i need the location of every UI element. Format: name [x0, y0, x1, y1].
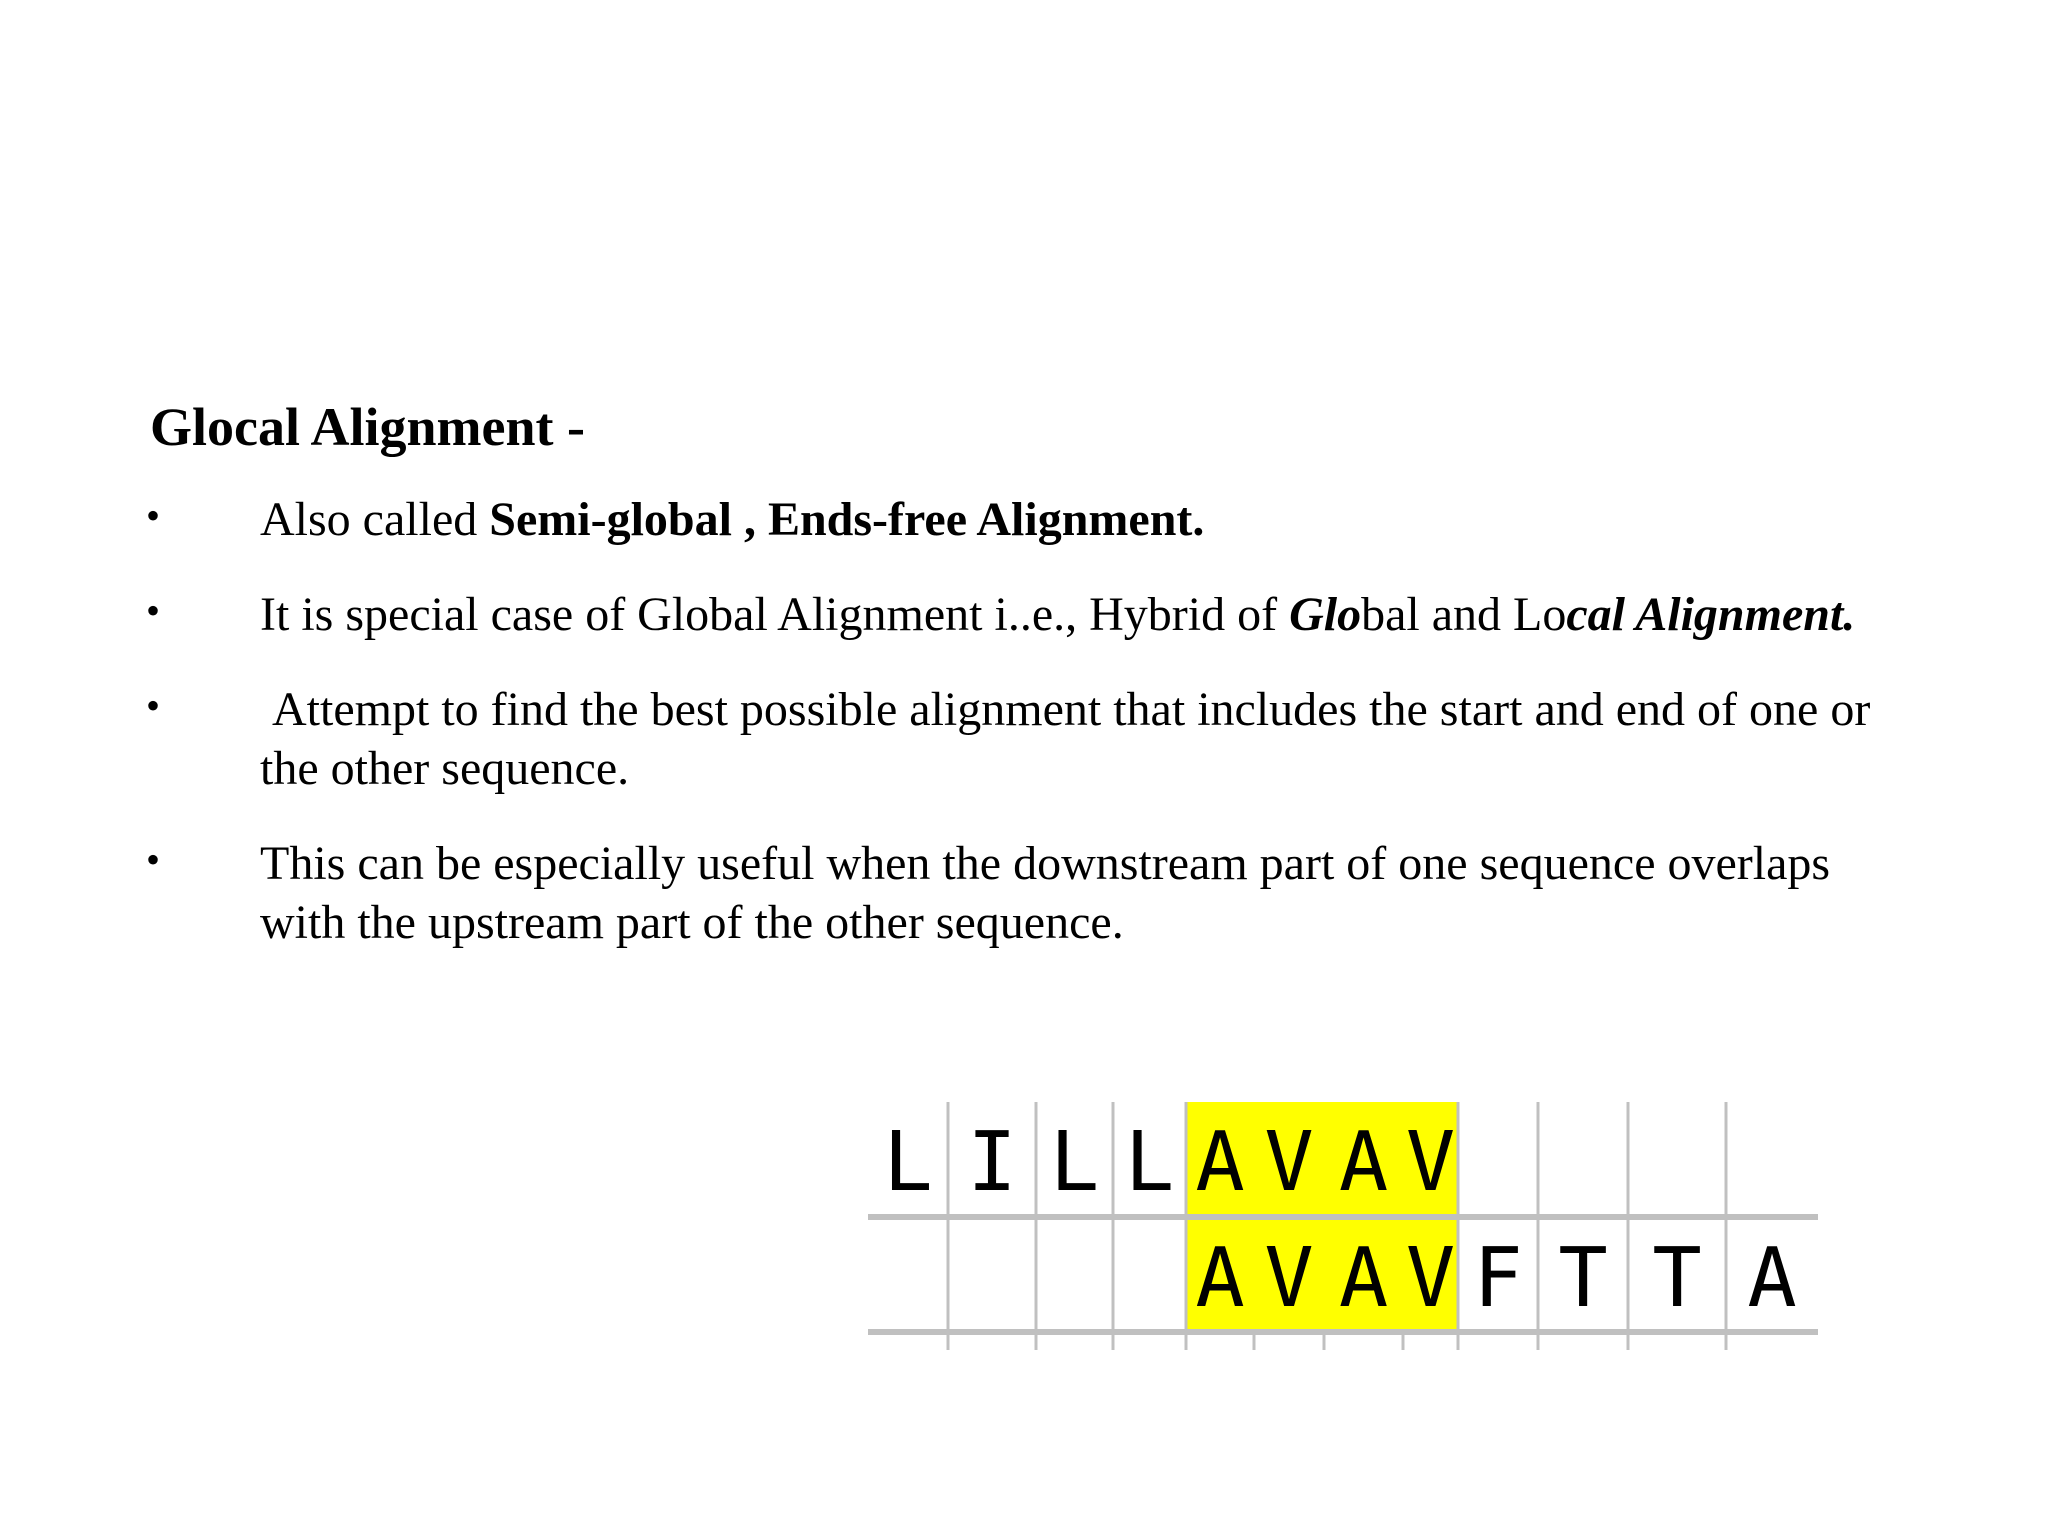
bottom-sequence-letter: A: [1747, 1231, 1797, 1326]
bullet-text-part-bold-italic: Glo: [1289, 588, 1362, 641]
top-sequence-letter: V: [1264, 1115, 1314, 1210]
bullet-dot-icon: •: [146, 837, 161, 882]
top-sequence-letter: A: [1195, 1115, 1245, 1210]
bullet-text: [260, 837, 1830, 949]
bullet-text: [260, 493, 1204, 546]
top-sequence-letter: L: [883, 1115, 933, 1210]
bullet-text: [260, 588, 1855, 641]
top-sequence-letter: I: [967, 1115, 1017, 1210]
bottom-sequence-letter: F: [1473, 1231, 1523, 1326]
bullet-text-part: Attempt to find the best possible alignment that includes the start and end of one or the other sequence.: [260, 683, 1883, 795]
bullet-text-part: Also called: [260, 493, 490, 546]
bottom-sequence-letter: A: [1338, 1231, 1389, 1326]
bullet-dot-icon: •: [146, 683, 161, 728]
slide-title: Glocal Alignment -: [150, 397, 585, 457]
bullet-text-part-bold-italic: cal Alignment.: [1566, 588, 1856, 641]
top-sequence-letter: L: [1124, 1115, 1175, 1210]
bullet-text-part: This can be especially useful when the downstream part of one sequence overlaps with the upstream part of the other sequence.: [260, 837, 1831, 949]
bullet-dot-icon: •: [146, 588, 161, 633]
top-sequence-letter: L: [1049, 1115, 1100, 1210]
top-sequence-letter: V: [1405, 1115, 1456, 1210]
bullet-item: [140, 585, 1920, 644]
bullet-dot-icon: •: [146, 493, 161, 538]
bottom-sequence-letter: T: [1652, 1231, 1702, 1326]
bullet-item: [140, 680, 1920, 798]
bullet-text-part: It is special case of Global Alignment i..e., Hybrid of: [260, 588, 1290, 641]
bullet-text-part: bal and Lo: [1361, 588, 1567, 641]
bullet-text: [260, 683, 1882, 795]
bottom-sequence-letter: A: [1195, 1231, 1245, 1326]
bullet-text-part-bold: Semi-global , Ends-free Alignment.: [489, 493, 1205, 546]
alignment-grid: [868, 1102, 1818, 1352]
bullet-item: [140, 490, 1920, 549]
bottom-sequence-letter: V: [1405, 1231, 1456, 1326]
alignment-figure: [868, 1102, 1818, 1352]
top-sequence-letter: A: [1338, 1115, 1389, 1210]
bullet-list: [140, 490, 1920, 988]
bottom-sequence-letter: V: [1264, 1231, 1314, 1326]
bullet-item: [140, 834, 1920, 952]
bottom-sequence-letter: T: [1558, 1231, 1608, 1326]
